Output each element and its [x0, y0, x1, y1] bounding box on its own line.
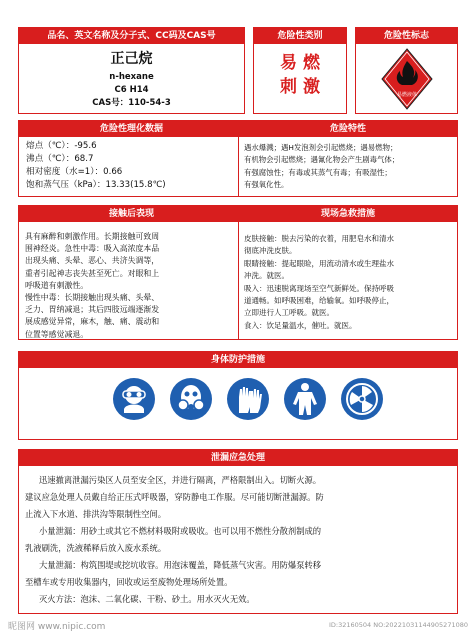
relative-density: 相对密度（水=1）：0.66	[26, 167, 123, 177]
vapor-pressure: 饱和蒸气压（kPa）：13.33(15.8℃)	[26, 180, 166, 190]
hazard-properties-header: 危险特性	[239, 121, 457, 137]
spill-line: 止流入下水道、排洪沟等限制性空间。	[25, 509, 167, 519]
flammable-diamond-icon	[380, 47, 434, 111]
symptom-line: 具有麻醉和刺激作用。长期接触可致周	[25, 232, 160, 241]
physical-data-header: 危险性理化数据	[19, 121, 244, 137]
hazard-line: 有强氧化性。	[244, 180, 289, 190]
boiling-point: 沸点（℃）：68.7	[26, 154, 94, 164]
first-aid-line: 道通畅。如呼吸困难，给输氧。如呼吸停止，	[244, 296, 394, 306]
spill-header: 泄漏应急处理	[19, 450, 457, 466]
melting-point: 熔点（℃）：-95.6	[26, 141, 97, 151]
cas-number: CAS号：110-54-3	[92, 98, 171, 108]
symptoms-header: 接触后表现	[19, 206, 244, 222]
spill-line: 乳液刷洗，洗液稀释后放入废水系统。	[25, 543, 167, 553]
hazard-line: 有强腐蚀性；有毒或其蒸气有毒；有吸湿性；	[244, 167, 392, 177]
spill-line: 建议应急处理人员戴自给正压式呼吸器，穿防静电工作服。尽可能切断泄漏源。防	[25, 492, 324, 502]
ppe-panel	[18, 351, 458, 440]
first-aid-line: 冲洗。就医。	[244, 271, 289, 281]
symptom-line: 慢性中毒：长期接触出现头痛、头晕、	[25, 293, 160, 303]
symptom-line: 乏力、胃纳减退；其后四肢远端逐渐发	[25, 305, 160, 315]
hazard-sign-header: 危险性标志	[356, 28, 457, 44]
hazard-class-header: 危险性类别	[254, 28, 346, 44]
spill-panel	[18, 449, 458, 614]
first-aid-line: 彻底冲洗皮肤。	[244, 246, 297, 256]
spill-line: 小量泄漏：用砂土或其它不燃材料吸附或吸收。也可以用不燃性分散剂制成的	[39, 526, 322, 536]
watermark: 昵图网 www.nipic.com	[8, 622, 106, 632]
spill-line: 大量泄漏：构筑围堤或挖坑收容。用泡沫覆盖，降低蒸气灾害。用防爆泵转移	[39, 560, 322, 570]
first-aid-text	[244, 233, 456, 332]
hazard-class-panel	[253, 27, 347, 114]
first-aid-line: 立即进行人工呼吸。就医。	[244, 308, 334, 318]
hazard-class-line1: 易 燃	[280, 53, 320, 73]
hazard-class-line2: 刺 激	[280, 77, 320, 97]
hazard-line: 有机物会引起燃烧；遇氰化物会产生剧毒气体；	[244, 155, 400, 165]
first-aid-header: 现场急救措施	[239, 206, 457, 222]
hazard-properties-panel	[238, 120, 458, 197]
eye-protection-icon	[112, 377, 156, 421]
physical-data-panel	[18, 120, 245, 197]
protective-suit-icon	[283, 377, 327, 421]
first-aid-line: 食入：饮足量温水，催吐。就医。	[244, 320, 357, 330]
symptoms-text	[25, 231, 243, 341]
first-aid-line: 眼睛接触：提起眼睑，用流动清水或生理盐水	[244, 258, 394, 268]
ppe-header: 身体防护措施	[19, 352, 457, 368]
identity-header: 品名、英文名称及分子式、CC码及CAS号	[19, 28, 244, 44]
spill-line: 迅速撤离泄漏污染区人员至安全区，并进行隔离，严格限制出入。切断火源。	[39, 475, 322, 485]
ventilation-fan-icon	[340, 377, 384, 421]
spill-line: 至槽车或专用收集器内，回收或运至废物处理场所处置。	[25, 577, 233, 587]
gloves-icon	[226, 377, 270, 421]
first-aid-line: 吸入：迅速脱离现场至空气新鲜处。保持呼吸	[244, 283, 394, 293]
spill-line: 灭火方法：泡沫、二氧化碳、干粉、砂土。用水灭火无效。	[39, 594, 255, 604]
hazard-sign-panel	[355, 27, 458, 114]
molecular-formula: C6 H14	[114, 85, 149, 95]
symptoms-panel	[18, 205, 245, 340]
hazard-line: 遇水爆溅；遇H发泡剂会引起燃烧；遇易燃物；	[244, 143, 398, 152]
first-aid-line: 皮肤接触：脱去污染的衣着，用肥皂水和清水	[244, 234, 394, 243]
hazard-properties-text	[244, 142, 456, 192]
chemical-name-cn: 正己烷	[110, 51, 153, 67]
symptom-line: 重者引起神志丧失甚至死亡。对眼和上	[25, 268, 160, 278]
first-aid-panel	[238, 205, 458, 340]
symptom-line: 位置等感觉减退。	[25, 329, 89, 339]
footer-id: ID:32160504 NO:20221031144905271080	[328, 621, 468, 629]
respirator-icon	[169, 377, 213, 421]
chemical-name-en: n-hexane	[109, 72, 154, 82]
spill-text	[25, 472, 453, 608]
hazard-sign-text: 易燃液体	[396, 92, 418, 98]
physical-data-list	[26, 140, 241, 192]
symptom-line: 呼吸道有刺激性。	[25, 280, 89, 290]
symptom-line: 围神经炎。急性中毒：吸入高浓度本品	[25, 244, 160, 254]
symptom-line: 展成感觉异常，麻木，触、痛、震动和	[25, 317, 160, 327]
symptom-line: 出现头痛、头晕、恶心、共济失调等，	[25, 256, 160, 266]
identity-panel	[18, 27, 245, 114]
